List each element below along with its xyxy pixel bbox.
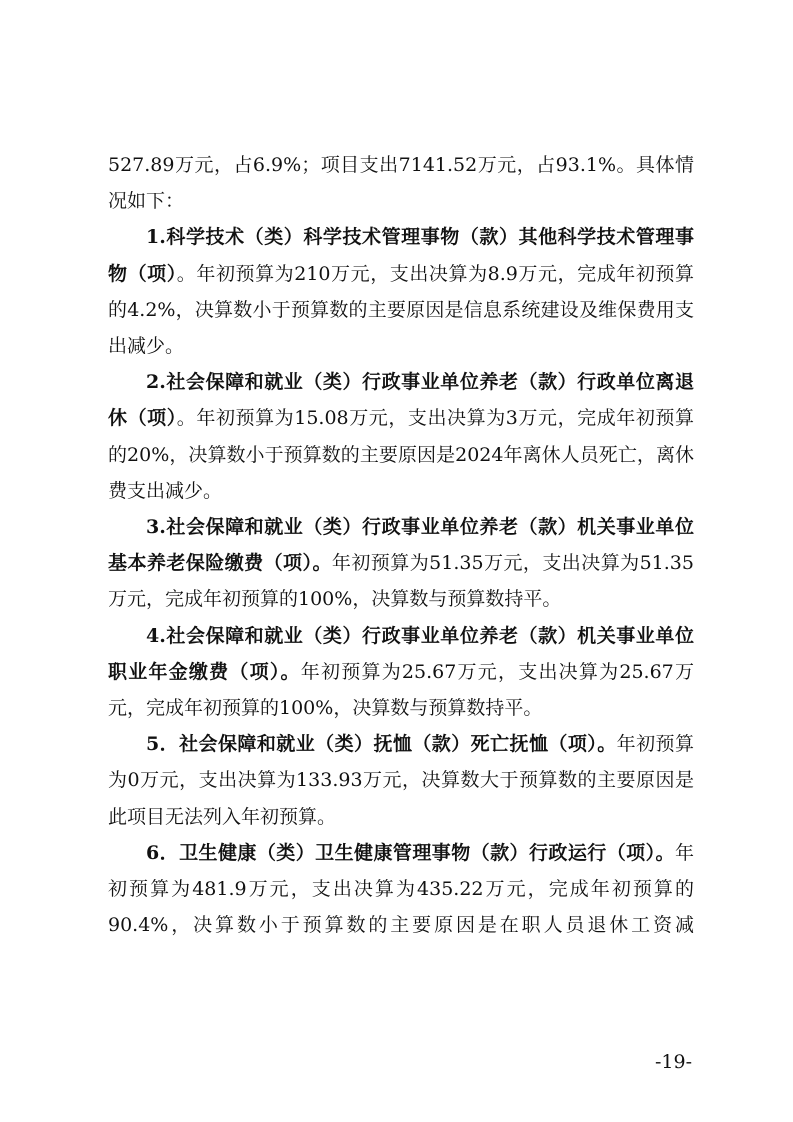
paragraph-intro — [108, 147, 694, 219]
item-2-heading: 2.社会保障和就业（类）行政事业单位养老（款）行政单位离退休（项） — [108, 371, 694, 430]
item-3-heading: 3.社会保障和就业（类）行政事业单位养老（款）机关事业单位基本养老保险缴费（项）。 — [108, 516, 694, 575]
body-text — [108, 147, 694, 943]
paragraph-item-6 — [108, 835, 694, 944]
item-5-text: 年初预算为0万元，支出决算为133.93万元，决算数大于预算数的主要原因是此项目无法列入年初预算。 — [108, 733, 694, 828]
item-1-heading: 1.科学技术（类）科学技术管理事物（款）其他科学技术管理事物（项） — [108, 226, 694, 285]
item-6-text: 年初预算为481.9万元，支出决算为435.22万元，完成年初预算的90.4%，决算数小于预算数的主要原因是在职人员退休工资减 — [108, 841, 694, 937]
item-3-text: 年初预算为51.35万元，支出决算为51.35万元，完成年初预算的100%，决算数与预算数持平。 — [108, 552, 694, 611]
paragraph-item-4 — [108, 618, 694, 727]
paragraph-item-3 — [108, 509, 694, 618]
paragraph-item-1 — [108, 219, 694, 364]
item-2-text: 。年初预算为15.08万元，支出决算为3万元，完成年初预算的20%，决算数小于预算数的主要原因是2024年离休人员死亡，离休费支出减少。 — [108, 407, 694, 502]
page-number: -19- — [654, 1051, 692, 1073]
item-4-heading: 4.社会保障和就业（类）行政事业单位养老（款）机关事业单位职业年金缴费（项）。 — [108, 624, 694, 683]
item-6-heading: 6．卫生健康（类）卫生健康管理事物（款）行政运行（项）。 — [146, 841, 675, 864]
item-5-heading: 5．社会保障和就业（类）抚恤（款）死亡抚恤（项）。 — [146, 733, 617, 756]
paragraph-item-2 — [108, 364, 694, 509]
item-4-text: 年初预算为25.67万元，支出决算为25.67万元，完成年初预算的100%，决算数与预算数持平。 — [108, 660, 694, 720]
paragraph-intro-text: 527.89万元，占6.9%；项目支出7141.52万元，占93.1%。具体情况如下： — [108, 154, 694, 213]
item-1-text: 。年初预算为210万元，支出决算为8.9万元，完成年初预算的4.2%，决算数小于预算数的主要原因是信息系统建设及维保费用支出减少。 — [108, 262, 694, 358]
paragraph-item-5 — [108, 726, 694, 835]
